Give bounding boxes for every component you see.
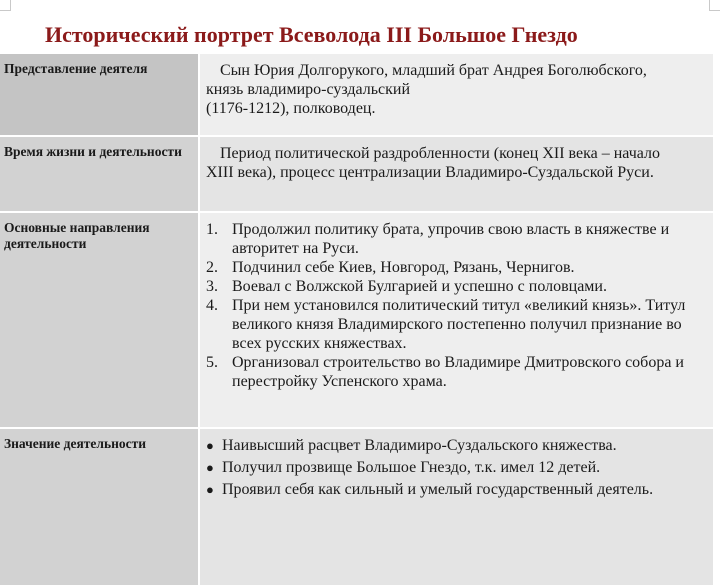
- list-text: Получил прозвище Большое Гнездо, т.к. имел 12 детей.: [222, 459, 601, 476]
- row-label: Представление деятеля: [0, 54, 199, 136]
- list-number: 5.: [206, 354, 218, 371]
- corner-mark-left: [0, 0, 11, 11]
- list-item: [206, 296, 705, 353]
- row-content: [199, 136, 713, 212]
- table-row: [0, 428, 713, 585]
- list-text: Проявил себя как сильный и умелый государственный деятель.: [222, 481, 654, 498]
- table-row: [0, 212, 713, 428]
- row-content: [199, 212, 713, 428]
- list-text: Организовал строительство во Владимире Дмитровского собора и перестройку Успенского храма.: [232, 354, 684, 390]
- content-line: (1176-1212), полководец.: [206, 100, 376, 117]
- table-row: [0, 54, 713, 136]
- portrait-table: [0, 54, 713, 585]
- list-item: [206, 220, 705, 258]
- list-number: 4.: [206, 297, 218, 314]
- bullet-icon: ●: [206, 482, 214, 497]
- list-item: [206, 277, 705, 296]
- bullet-icon: ●: [206, 438, 214, 453]
- row-label: Время жизни и деятельности: [0, 136, 199, 212]
- row-label: Значение деятельности: [0, 428, 199, 585]
- table-row: [0, 136, 713, 212]
- list-number: 3.: [206, 278, 218, 295]
- list-item: [206, 353, 705, 391]
- list-item: [206, 436, 705, 455]
- numbered-list: [206, 220, 705, 391]
- content-line: князь владимиро-суздальский: [206, 81, 411, 98]
- list-text: Продолжил политику брата, упрочив свою власть в княжестве и авторитет на Руси.: [232, 221, 670, 257]
- list-item: [206, 480, 705, 499]
- page-title: Исторический портрет Всеволода III Большое Гнездо: [45, 22, 578, 47]
- content-line: Период политической раздробленности (конец XII века – начало: [220, 145, 661, 162]
- bullet-icon: ●: [206, 460, 214, 475]
- list-text: Подчинил себе Киев, Новгород, Рязань, Чернигов.: [232, 259, 575, 276]
- content-line: XIII века), процесс централизации Владимиро-Суздальской Руси.: [206, 164, 654, 181]
- list-text: Воевал с Волжской Булгарией и успешно с половцами.: [232, 278, 607, 295]
- row-content: [199, 54, 713, 136]
- list-number: 2.: [206, 259, 218, 276]
- bullet-list: [206, 436, 705, 499]
- corner-mark-right: [709, 0, 720, 11]
- list-text: При нем установился политический титул «великий князь». Титул великого князя Владимирского постепенно получил признание во всех русских княжествах.: [232, 297, 686, 352]
- list-item: [206, 458, 705, 477]
- list-item: [206, 258, 705, 277]
- content-line: Сын Юрия Долгорукого, младший брат Андрея Боголюбского,: [220, 62, 647, 79]
- row-content: [199, 428, 713, 585]
- row-label: Основные направления деятельности: [0, 212, 199, 428]
- list-text: Наивысший расцвет Владимиро-Суздальского княжества.: [222, 437, 617, 454]
- list-number: 1.: [206, 221, 218, 238]
